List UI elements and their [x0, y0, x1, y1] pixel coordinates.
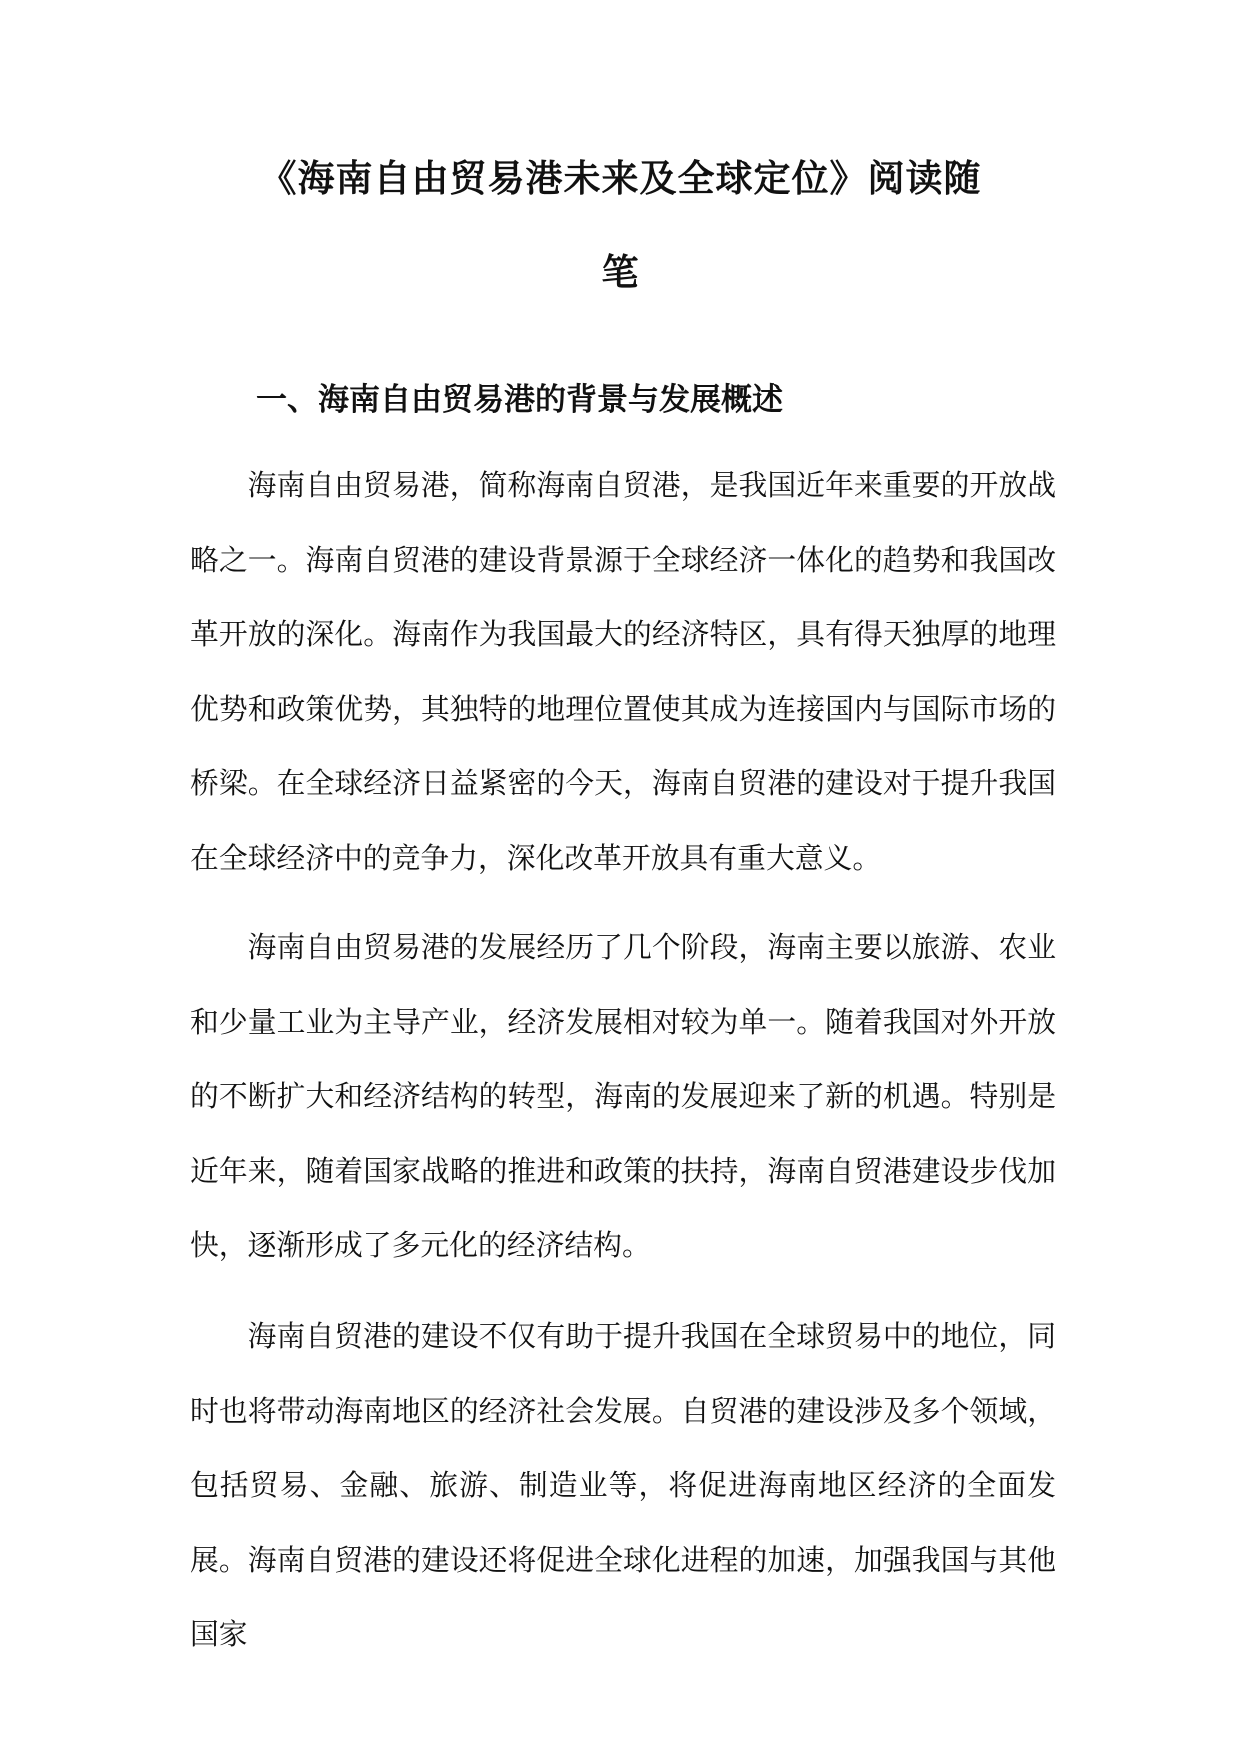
body-paragraph: 海南自贸港的建设不仅有助于提升我国在全球贸易中的地位，同时也将带动海南地区的经济社会发展。自贸港的建设涉及多个领域，包括贸易、金融、旅游、制造业等，将促进海南地区经济的全面发展。海南自贸港的建设还将促进全球化进程的加速，加强我国与其他国家 — [190, 1319, 1056, 1652]
document-title-line-1: 《海南自由贸易港未来及全球定位》阅读随 — [259, 156, 982, 200]
document-title-line-2: 笔 — [601, 250, 640, 294]
body-paragraph: 海南自由贸易港的发展经历了几个阶段，海南主要以旅游、农业和少量工业为主导产业，经济发展相对较为单一。随着我国对外开放的不断扩大和经济结构的转型，海南的发展迎来了新的机遇。特别是近年来，随着国家战略的推进和政策的扶持，海南自贸港建设步伐加快，逐渐形成了多元化的经济结构。 — [190, 930, 1056, 1263]
section-heading: 一、海南自由贸易港的背景与发展概述 — [256, 382, 783, 418]
body-paragraph: 海南自由贸易港，简称海南自贸港，是我国近年来重要的开放战略之一。海南自贸港的建设背景源于全球经济一体化的趋势和我国改革开放的深化。海南作为我国最大的经济特区，具有得天独厚的地理优势和政策优势，其独特的地理位置使其成为连接国内与国际市场的桥梁。在全球经济日益紧密的今天，海南自贸港的建设对于提升我国在全球经济中的竞争力，深化改革开放具有重大意义。 — [190, 468, 1056, 875]
